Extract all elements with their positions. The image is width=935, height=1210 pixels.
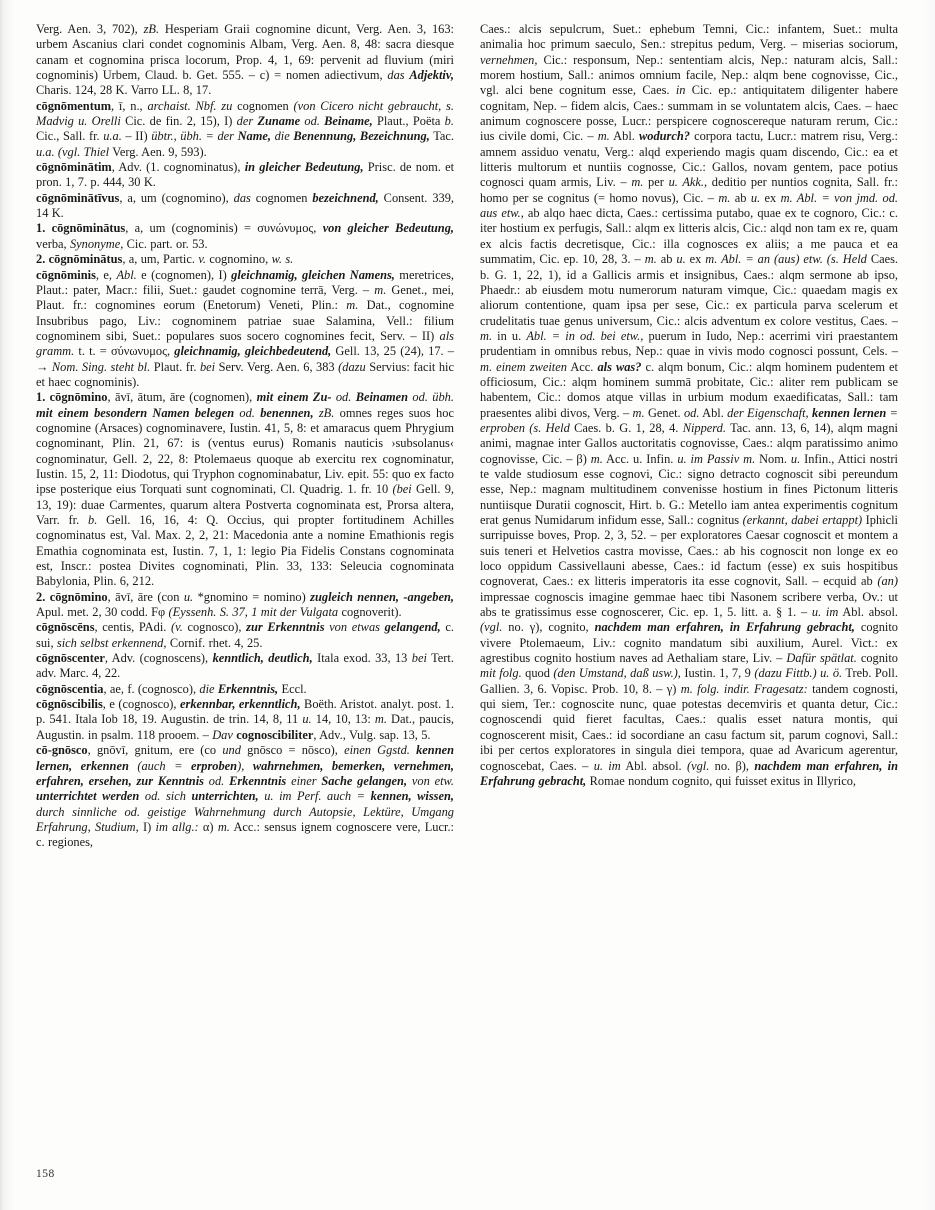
dictionary-entry: cōgnōscenter, Adv. (cognoscens), kenntlich, deutlich, Itala exod. 33, 13 bei Tert. adv. Marc. 4, 22. <box>36 651 454 681</box>
page-left-edge-shading <box>0 0 14 1210</box>
dictionary-entry: cōgnōminātīvus, a, um (cognomino), das cognomen bezeichnend, Consent. 339, 14 K. <box>36 190 455 221</box>
dictionary-entry: 2. cōgnōminātus, a, um, Partic. v. cognomino, w. s. <box>36 252 294 267</box>
two-column-text-body <box>36 22 898 1152</box>
dictionary-entry: 2. cōgnōmino, āvī, āre (con u. *gnomino = nomino) zugleich nennen, -angeben, Apul. met. 2, 30 codd. Fφ (Eyssenh. S. 37, 1 mit der Vulgata cognoverit). <box>36 589 454 620</box>
dictionary-entry: 1. cōgnōminātus, a, um (cognominis) = συνώνυμος, von gleicher Bedeutung, verba, Synonyme, Cic. part. or. 53. <box>36 221 454 251</box>
dictionary-entry: cōgnōminis, e, Abl. e (cognomen), I) gleichnamig, gleichen Namens, meretrices, Plaut.: pater, Macr.: filii, Suet.: gaudet cognomine terrā, Verg. – m. Genet., mei, Plaut. fr.: cognomines eorum (Enetorum) Veneti, Plin.: m. Dat., cognomine Insubribus pago, Liv.: cognominem patriae suae Salamina, Vell.: filium cognominem sibi, Suet.: populares suos socero cognomines fecit, Serv. – II) als gramm. t. t. = σύνωνυμος, gleichnamig, gleichbedeutend, Gell. 13, 25 (24), 17. – → Nom. Sing. steht bl. Plaut. fr. bei Serv. Verg. Aen. 6, 383 (dazu Servius: facit hic et haec cognominis). <box>36 267 455 389</box>
dictionary-entry: 1. cōgnōmino, āvī, ātum, āre (cognomen), mit einem Zu- od. Beinamen od. übh. mit einem besondern Namen belegen od. benennen, zB. omnes reges suos hoc cognomine (Arsaces) cognominavere, Iustin. 41, 5, 8: et amaracus quem Phrygium cognominant, Plin. 21, 67: is (ventus eurus) Romanis nauticis ›subsolanus‹ cognominatur, Gell. 2, 22, 8: Ptolemaeus quoque ab exercitu rex cognominatur, Iustin. 15, 2, 11: Diodotus, qui Tryphon cognominabatur, Liv. epit. 55: quo ex facto ipse posterique eius Torquati sunt cognominati, Cl. Quadrig. 1. fr. 10 (bei Gell. 9, 13, 19): duae Carmentes, quarum altera Postverta cognominata est, Prorsa altera, Varr. fr. b. Gell. 16, 16, 4: Q. Occius, qui propter fortitudinem Achilles cognominatus est, Val. Max. 2, 2, 21: Macedonia ante a nomine Emathionis regis Emathia cognominata est, Iustin. 7, 1, 1: legio Pia Fidelis Constans cognominata est, Inscr.: postea Divites cognominati, Plin. 33, 133: Seleucia cognominata Babylonia, Plin. 6, 212. <box>36 390 454 589</box>
dictionary-entry: Caes.: alcis sepulcrum, Suet.: ephebum Temni, Cic.: infantem, Suet.: multa animalia hoc primum saeculo, Sen.: strepitus pedum, Verg. – miserias sociorum, vernehmen, Cic.: responsum, Nep.: sententiam alcis, Nep.: naturam alcis, Sall.: morem hostium, Sall.: animos omnium facile, Nep.: alqm bene cognovisse, Cic., vgl. alci bene cognitum esse, Caes. in Cic. ep.: antiquitatem diligenter habere cognitam, Nep. – fidem alcis, Caes.: summam in se voluntatem alcis, Caes. – haec animum cognoscere posse, Lucr.: perspicere cognoscereque naturam rerum, Cic.: ius civile domi, Cic. – m. Abl. wodurch? corpora tactu, Lucr.: matrem risu, Verg.: amnem assiduo venatu, Verg.: alqd experiendo magis quam discendo, Cic.: ea et litteris multorum et nuntiis cognosse, Cic.: Gallos, novam gentem, pace potius cognosci quam armis, Liv. – m. per u. Akk., deditio per nuntios cognita, Sall. fr.: homo per se cognitus (= homo novus), Cic. – m. ab u. ex m. Abl. = von jmd. od. aus etw., ab alqo haec dicta, Caes.: certissima putabo, quae ex te cognoro, Cic.: c. iter hostium ex perfugis, Sall.: alqm ex litteris alcis, Cic.: alqd non tam ex re, quam ex alcis factis decretisque, Cic.: illa cognosces ex aliis; a me pauca et ea summatim, Cic. ep. 10, 28, 3. – m. ab u. ex m. Abl. = an (aus) etw. (s. Held Caes. b. G. 1, 22, 1), id a Gallicis armis et insignibus, Caes.: alqm sermone ab ipso, Phaedr.: ab eiusdem motu numerorum naturam vimque, Cic.: quaedam magis ex aliorum contentione, quam ipsa per sese, Cic.: ex particula parva scelerum et crudelitatis tuae genus universum, Cic.: alcis adventum ex colore vestitus, Caes. – m. in u. Abl. = in od. bei etw., puerum in Iudo, Nep.: acerrimi viri praestantem prudentiam in omnibus rebus, Nep.: quae in vivis modo cognosci possunt, Cels. – m. einem zweiten Acc. als was? c. alqm bonum, Cic.: alqm hominem pudentem et officiosum, Cic.: alqm hominem summā probitate, Cic.: aliter rem publicam se habentem, Cic.: domos atque villas in urbium modum exaedificatas, Sall.: tam praesentes alibi divos, Verg. – m. Genet. od. Abl. der Eigenschaft, kennen lernen = erproben (s. Held Caes. b. G. 1, 28, 4. Nipperd. Tac. ann. 13, 6, 14), alqm magni animi, magnae inter Gallos auctoritatis cognovisse, Caes.: alqm paratissimo animo cognovisse, Cic. – β) m. Acc. u. Infin. u. im Passiv m. Nom. u. Infin., Attici nostri te valde studiosum esse cognovi, Cic.: signo detracto cognoscit sibi pereundum esse, Nep.: magnam multitudinem convenisse hostium in fines Pictonum litteris nuntiisque Duratii cognoscit, Hirt. b. G.: Metello iam antea experimentis cognitum erat genus Numidarum infidum esse, Sall.: cognitus (erkannt, dabei ertappt) Iphicli surripuisse boves, Prop. 2, 3, 52. – per exploratores Caesar cognoscit et montem a suis teneri et Helvetios castra movisse, Caes.: ab his cognoscit non longe ex eo loco oppidum Cassivellauni abesse, Caes.: id factum (esse) ex suis hospitibus cognoverat, Caes.: ex litteris imperatoris ita esse cognovit, Sall. – ecquid ab (an) impressae cognoscis imagine gemmae haec tibi Nasonem scribere verba, Ov.: ut abs te gratissimus esse cognoscerer, Cic. ep. 1, 5. litt. a. § 1. – u. im Abl. absol. (vgl. no. γ), cognito, nachdem man erfahren, in Erfahrung gebracht, cognito vivere Ptolemaeum, Liv.: cognito mandatum sibi auxilium, Aurel. Vict.: ex agrestibus cognito hostium naves ad Aethaliam stare, Liv. – Dafür spätlat. cognito mit folg. quod (den Umstand, daß usw.), Iustin. 1, 7, 9 (dazu Fittb.) u. ö. Treb. Poll. Gallien. 3, 6. Vopisc. Prob. 10, 8. – γ) m. folg. indir. Fragesatz: tandem cognosti, qui siem, Ter.: cognoscite nunc, quae potestas decemviris et quanta detur, Cic.: cognoscendi quid fieret facultas, Caes.: qualis esset natura montis, qui cognoscerent misit, Caes.: id socordiane an casu factum sit, parum cognovi, Sall.: ibi per certos exploratores in singula diei tempora, quae ad Avaricum agerentur, cognoscebat, Caes. – u. im Abl. absol. (vgl. no. β), nachdem man erfahren, in Erfahrung gebracht, Romae nondum cognito, qui fuisset exitus in Illyrico, <box>480 22 899 788</box>
dictionary-entry: Verg. Aen. 3, 702), zB. Hesperiam Graii cognomine dicunt, Verg. Aen. 3, 163: urbem Ascanius clari condet cognominis Albam, Verg. Aen. 8, 48: sacra diesque canam et cognomina prisca locorum, Prop. 4, 1, 69: pervenit ad fluvium (miri cognominis) Urbem, Claud. b. Get. 555. – c) = nomen adiectivum, das Adjektiv, Charis. 124, 28 K. Varro LL. 8, 17. <box>36 22 455 98</box>
page-number: 158 <box>36 1168 55 1180</box>
dictionary-entry: cōgnōscibilis, e (cognosco), erkennbar, erkenntlich, Boëth. Aristot. analyt. post. 1. p. 541. Itala Iob 18, 19. Augustin. de trin. 14, 8, 11 u. 14, 10, 13: m. Dat., paucis, Augustin. in psalm. 118 prooem. – Dav cognoscibiliter, Adv., Vulg. sap. 13, 5. <box>36 697 454 742</box>
dictionary-entry: cō-gnōsco, gnōvī, gnitum, ere (co und gnōsco = nōsco), einen Ggstd. kennen lernen, erkennen (auch = erproben), wahrnehmen, bemerken, vernehmen, erfahren, ersehen, zur Kenntnis od. Erkenntnis einer Sache gelangen, von etw. unterrichtet werden od. sich unterrichten, u. im Perf. auch = kennen, wissen, durch sinnliche od. geistige Wahrnehmung durch Autopsie, Lektüre, Umgang Erfahrung, Studium, I) im allg.: α) m. Acc.: sensus ignem cognoscere vere, Lucr.: c. regiones, <box>36 743 454 850</box>
dictionary-entry: cōgnōminātim, Adv. (1. cognominatus), in gleicher Bedeutung, Prisc. de nom. et pron. 1, 7. p. 444, 30 K. <box>36 160 455 190</box>
dictionary-entry: cōgnōmentum, ī, n., archaist. Nbf. zu cognomen (von Cicero nicht gebraucht, s. Madvig u. Orelli Cic. de fin. 2, 15), I) der Zuname od. Beiname, Plaut., Poëta b. Cic., Sall. fr. u.a. – II) übtr., übh. = der Name, die Benennung, Bezeichnung, Tac. u.a. (vgl. Thiel Verg. Aen. 9, 593). <box>36 98 454 159</box>
dictionary-entry: cōgnōscēns, centis, PAdi. (v. cognosco), zur Erkenntnis von etwas gelangend, c. sui, sich selbst erkennend, Cornif. rhet. 4, 25. <box>36 620 454 650</box>
dictionary-entry: cōgnōscentia, ae, f. (cognosco), die Erkenntnis, Eccl. <box>36 681 307 696</box>
right-text-column <box>480 22 898 1152</box>
left-text-column <box>36 22 454 1152</box>
page-right-edge-shading <box>921 0 935 1210</box>
